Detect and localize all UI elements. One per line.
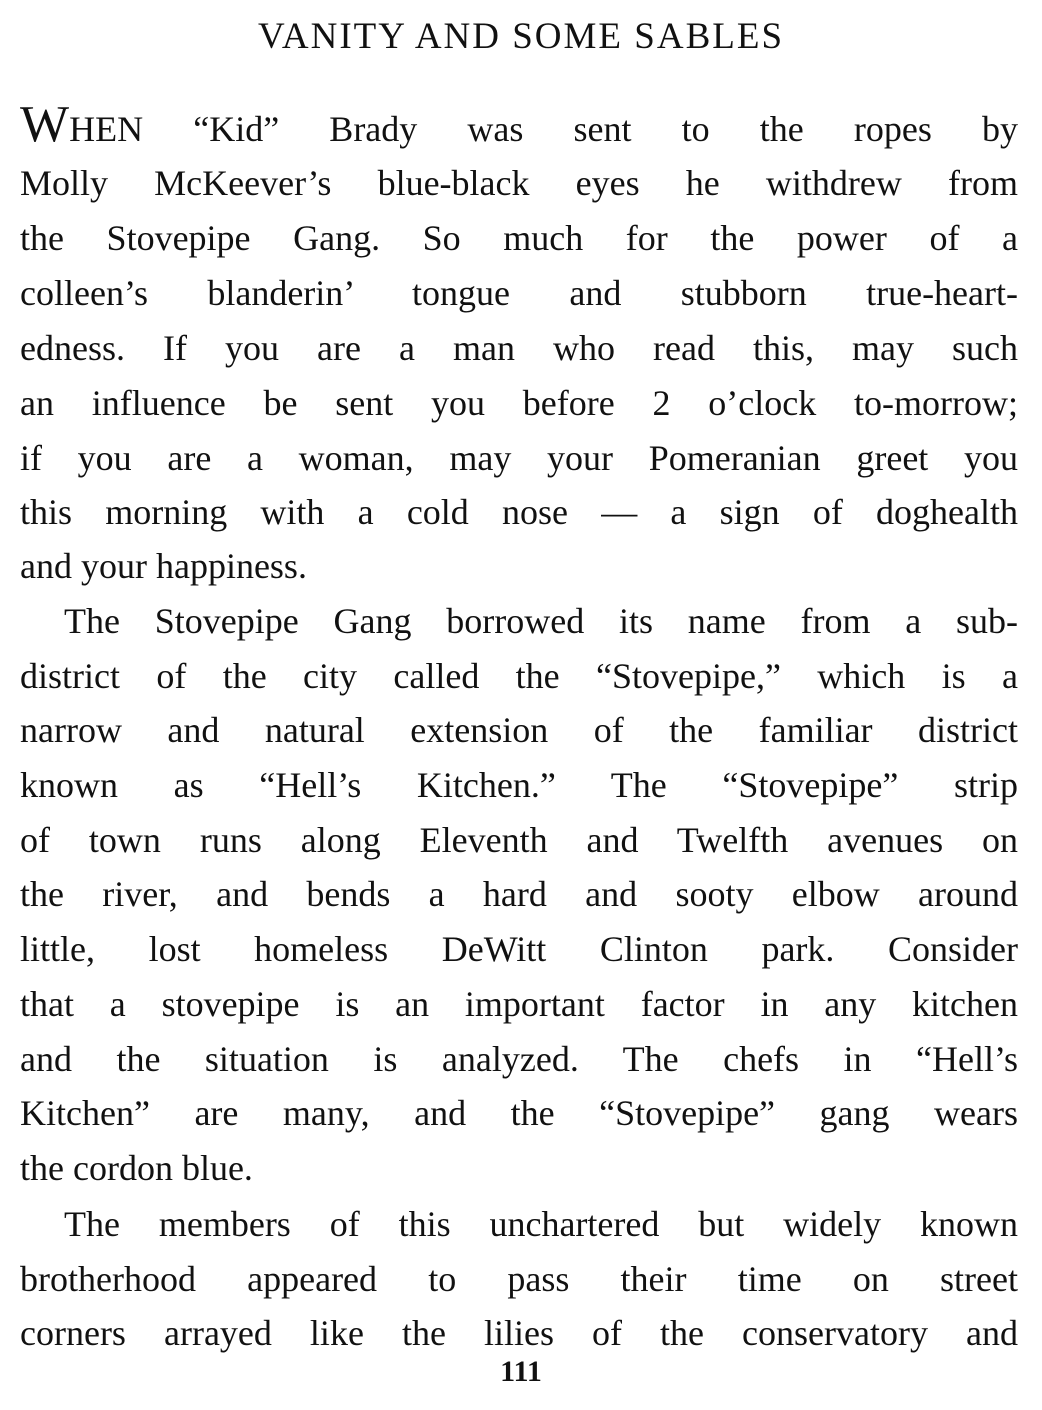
paragraph-3-line-1: The members of this unchartered but widely known xyxy=(64,1204,1018,1244)
drop-cap-letter: W xyxy=(20,96,70,153)
paragraph-2-line-2: district of the city called the “Stovepipe,” which is a xyxy=(20,656,1018,696)
paragraph-3-line-2: brotherhood appeared to pass their time on street xyxy=(20,1259,1018,1299)
paragraph-2-line-3: narrow and natural extension of the familiar district xyxy=(20,710,1018,750)
paragraph-2-line-8: that a stovepipe is an important factor in any kitchen xyxy=(20,984,1018,1024)
first-word-small-caps: HEN xyxy=(69,109,144,149)
paragraph-2-line-7: little, lost homeless DeWitt Clinton park. Consider xyxy=(20,929,1018,969)
paragraph-1-line-9: and your happiness. xyxy=(20,546,307,586)
paragraph-1-line-1 xyxy=(20,96,1018,153)
paragraph-1-line-4: colleen’s blanderin’ tongue and stubborn true-heart- xyxy=(20,273,1018,313)
paragraph-2-line-1: The Stovepipe Gang borrowed its name from a sub- xyxy=(64,601,1018,641)
paragraph-2-line-6: the river, and bends a hard and sooty elbow around xyxy=(20,874,1018,914)
paragraph-1-line-2: Molly McKeever’s blue-black eyes he withdrew from xyxy=(20,163,1018,203)
paragraph-2-line-5: of town runs along Eleventh and Twelfth avenues on xyxy=(20,820,1018,860)
paragraph-1-line-5: edness. If you are a man who read this, may such xyxy=(20,328,1018,368)
paragraph-2-line-11: the cordon blue. xyxy=(20,1148,253,1188)
paragraph-3-line-3: corners arrayed like the lilies of the conservatory and xyxy=(20,1313,1018,1353)
paragraph-2-line-9: and the situation is analyzed. The chefs in “Hell’s xyxy=(20,1039,1018,1079)
paragraph-2-line-4: known as “Hell’s Kitchen.” The “Stovepipe” strip xyxy=(20,765,1018,805)
paragraph-1-line-8: this morning with a cold nose — a sign of doghealth xyxy=(20,492,1018,532)
paragraph-1-line-6: an influence be sent you before 2 o’clock to-morrow; xyxy=(20,383,1018,423)
line-1-rest: “Kid” Brady was sent to the ropes by xyxy=(143,109,1018,149)
paragraph-2-line-10: Kitchen” are many, and the “Stovepipe” gang wears xyxy=(20,1093,1018,1133)
page-number: 111 xyxy=(500,1355,542,1388)
paragraph-1-line-7: if you are a woman, may your Pomeranian greet you xyxy=(20,438,1018,478)
drop-cap-word xyxy=(20,96,144,153)
running-head: VANITY AND SOME SABLES xyxy=(257,16,785,57)
paragraph-1-line-3: the Stovepipe Gang. So much for the power of a xyxy=(20,218,1018,258)
